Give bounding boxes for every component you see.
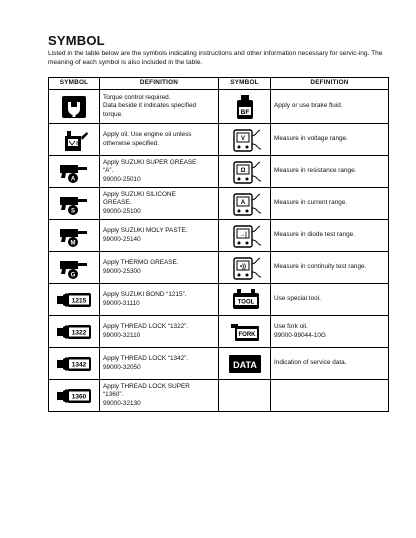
- definition-line: Use fork oil.: [274, 322, 308, 330]
- table-row: [49, 252, 389, 284]
- page-title: SYMBOL: [48, 33, 105, 48]
- symbol-column-header: SYMBOL: [219, 78, 271, 90]
- symbol-cell: [219, 156, 271, 188]
- intro-paragraph: Listed in the table below are the symbols indicating instructions and other information necessary for servic-ing. The meaning of each symbol is also included in the table.: [48, 50, 383, 66]
- table-row: [49, 124, 389, 156]
- symbol-cell: [219, 124, 271, 156]
- symbol-cell: [219, 316, 271, 348]
- thread-lock-tube-icon: [54, 351, 94, 377]
- symbol-cell: [219, 188, 271, 220]
- grease-gun-icon: [54, 191, 94, 217]
- definition-line: Apply THREAD LOCK “1342”.: [103, 354, 189, 362]
- definition-cell: [271, 188, 389, 220]
- definition-cell: [100, 220, 219, 252]
- symbol-cell: [49, 124, 100, 156]
- symbol-cell: [219, 252, 271, 284]
- definition-line: GREASE.: [103, 199, 132, 207]
- definition-line: Apply SUZUKI BOND “1215”.: [103, 290, 187, 298]
- fork-oil-can-icon: [225, 319, 265, 345]
- symbol-cell: [49, 284, 100, 316]
- icon-label: 1215: [71, 297, 87, 304]
- definition-cell: [100, 252, 219, 284]
- definition-cell: [100, 124, 219, 156]
- definition-line: Use special tool.: [274, 295, 321, 303]
- definition-cell: [271, 156, 389, 188]
- data-icon: [225, 351, 265, 377]
- symbol-cell: [49, 90, 100, 124]
- icon-label: A: [70, 175, 76, 182]
- bond-tube-icon: [54, 287, 94, 313]
- definition-line: Measure in continuity test range.: [274, 263, 367, 271]
- table-row: [49, 156, 389, 188]
- definition-cell: [100, 156, 219, 188]
- symbol-cell: [49, 316, 100, 348]
- definition-line: Data beside it indicates specified: [103, 102, 197, 110]
- definition-line: Measure in voltage range.: [274, 135, 348, 143]
- definition-line: 99000-32110: [103, 331, 141, 339]
- definition-cell: [271, 220, 389, 252]
- icon-label: Ω: [240, 167, 245, 174]
- thread-lock-tube-icon: [54, 319, 94, 345]
- definition-line: Measure in diode test range.: [274, 231, 355, 239]
- definition-cell: [100, 90, 219, 124]
- definition-line: Measure in current range.: [274, 199, 348, 207]
- definition-line: Apply THREAD LOCK SUPER: [103, 382, 190, 390]
- definition-line: Apply SUZUKI SUPER GREASE: [103, 158, 197, 166]
- table-row: [49, 188, 389, 220]
- definition-line: Torque control required.: [103, 93, 171, 101]
- definition-line: 99000-32050: [103, 363, 141, 371]
- table-row: [49, 284, 389, 316]
- definition-cell: [271, 380, 389, 412]
- definition-line: “1360”.: [103, 391, 124, 399]
- definition-cell: [100, 348, 219, 380]
- table-row: [49, 380, 389, 412]
- symbol-table: [48, 77, 389, 412]
- symbol-cell: [219, 380, 271, 412]
- icon-label: 1322: [71, 329, 87, 336]
- definition-line: “A”.: [103, 167, 114, 175]
- symbol-cell: [49, 348, 100, 380]
- definition-cell: [100, 188, 219, 220]
- icon-label: TOOL: [237, 299, 254, 305]
- icon-label: DATA: [232, 359, 257, 370]
- definition-line: Indication of service data.: [274, 359, 347, 367]
- icon-label: →|: [238, 231, 247, 238]
- brake-fluid-bottle-icon: [225, 94, 265, 120]
- table-row: [49, 220, 389, 252]
- symbol-column-header: SYMBOL: [49, 78, 100, 90]
- symbol-cell: [49, 380, 100, 412]
- engine-oil-can-icon: [54, 127, 94, 153]
- definition-line: torque.: [103, 110, 123, 118]
- icon-label: FORK: [238, 331, 255, 338]
- grease-gun-icon: [54, 255, 94, 281]
- definition-line: otherwise specified.: [103, 139, 160, 147]
- definition-cell: [100, 316, 219, 348]
- symbol-cell: [219, 90, 271, 124]
- icon-label: G: [70, 271, 76, 278]
- definition-cell: [100, 284, 219, 316]
- table-row: [49, 348, 389, 380]
- icon-label: •)): [239, 263, 246, 270]
- icon-label: M: [70, 239, 76, 246]
- definition-line: 99000-25100: [103, 207, 141, 215]
- definition-cell: [271, 316, 389, 348]
- table-header-row: [49, 78, 389, 90]
- diode-tester-icon: [225, 223, 265, 249]
- definition-line: Apply THREAD LOCK “1322”.: [103, 322, 189, 330]
- symbol-cell: [219, 284, 271, 316]
- continuity-tester-icon: [225, 255, 265, 281]
- definition-line: Apply SUZUKI SILICONE: [103, 190, 176, 198]
- grease-gun-icon: [54, 159, 94, 185]
- definition-line: 99000-25010: [103, 175, 141, 183]
- symbol-cell: [49, 252, 100, 284]
- icon-label: 1342: [71, 361, 87, 368]
- definition-cell: [271, 284, 389, 316]
- definition-column-header: DEFINITION: [100, 78, 219, 90]
- grease-gun-icon: [54, 223, 94, 249]
- definition-line: Apply THERMO GREASE.: [103, 258, 179, 266]
- definition-line: Apply SUZUKI MOLY PASTE.: [103, 226, 188, 234]
- symbol-cell: [49, 188, 100, 220]
- definition-line: Apply or use brake fluid.: [274, 102, 343, 110]
- icon-label: S: [70, 207, 76, 214]
- symbol-cell: [49, 156, 100, 188]
- thread-lock-tube-icon: [54, 383, 94, 409]
- definition-cell: [271, 90, 389, 124]
- definition-line: 99000-31110: [103, 299, 140, 307]
- icon-label: A: [240, 199, 245, 206]
- definition-cell: [100, 380, 219, 412]
- icon-label: BF: [240, 108, 249, 116]
- icon-label: 1360: [71, 393, 87, 400]
- definition-line: Apply oil. Use engine oil unless: [103, 130, 192, 138]
- definition-column-header: DEFINITION: [271, 78, 389, 90]
- table-body: [49, 90, 389, 412]
- tool-icon: [225, 287, 265, 313]
- definition-line: 99000-25300: [103, 267, 141, 275]
- definition-line: Measure in resistance range.: [274, 167, 357, 175]
- symbol-cell: [219, 220, 271, 252]
- torque-icon: [54, 94, 94, 120]
- definition-cell: [271, 124, 389, 156]
- definition-line: 99000-99044-10G: [274, 331, 326, 339]
- ammeter-icon: [225, 191, 265, 217]
- definition-line: 99000-32130: [103, 399, 141, 407]
- table-row: [49, 90, 389, 124]
- table-row: [49, 316, 389, 348]
- ohmmeter-icon: [225, 159, 265, 185]
- symbol-cell: [49, 220, 100, 252]
- definition-cell: [271, 252, 389, 284]
- voltmeter-icon: [225, 127, 265, 153]
- icon-label: V: [240, 135, 245, 142]
- symbol-cell: [219, 348, 271, 380]
- definition-line: 99000-25140: [103, 235, 141, 243]
- definition-cell: [271, 348, 389, 380]
